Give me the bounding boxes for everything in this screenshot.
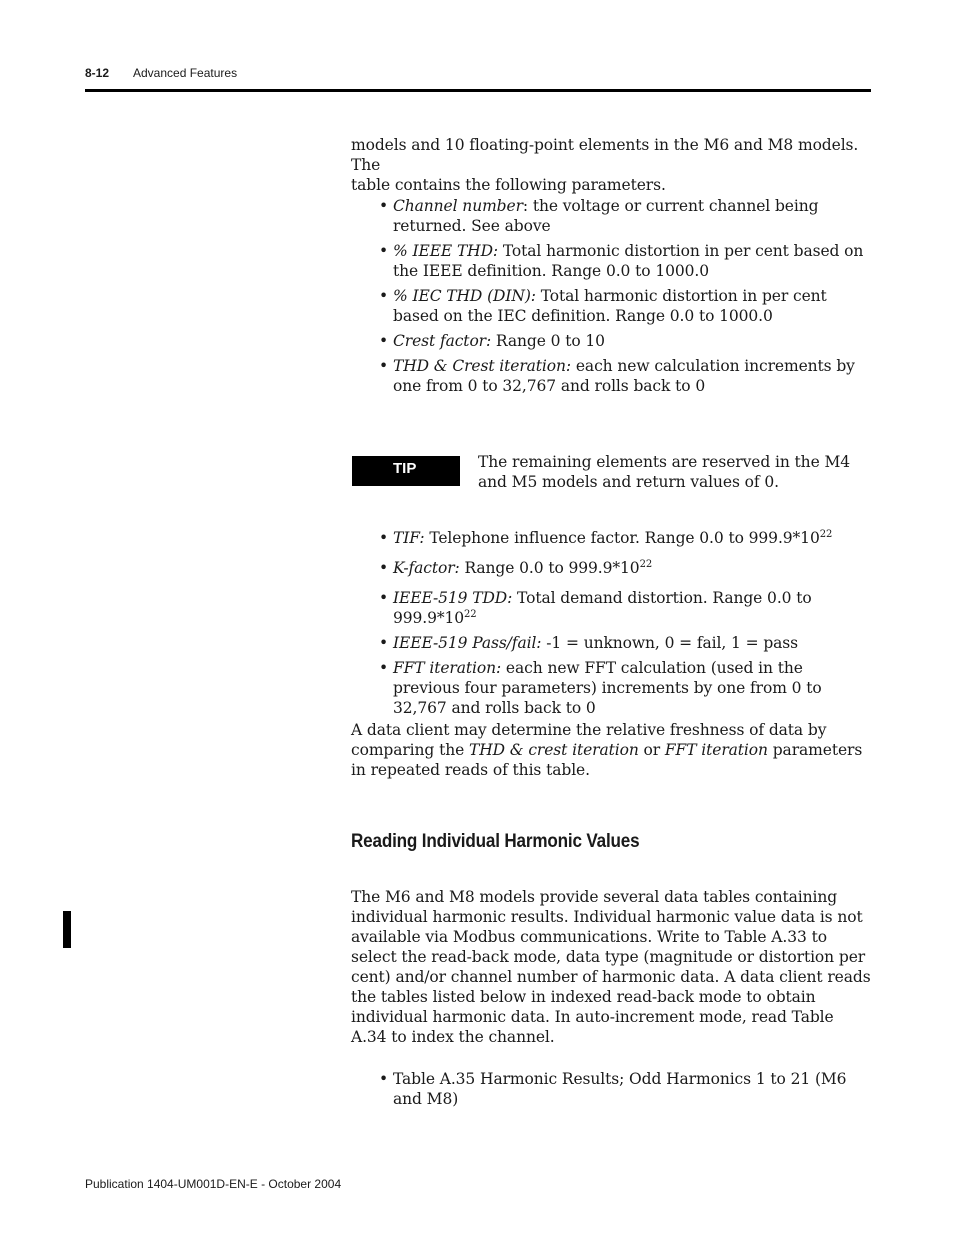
exponent: 22 — [464, 608, 477, 620]
list-item: • Table A.35 Harmonic Results; Odd Harmonics 1 to 21 (M6 and M8) — [379, 1069, 871, 1109]
param-term: % IEEE THD: — [393, 242, 499, 260]
intro-line-2: table contains the following parameters. — [351, 176, 666, 194]
reserved-parameter-list — [379, 528, 871, 723]
param-desc: each new calculation increments by one from 0 to 32,767 and rolls back to 0 — [393, 357, 855, 395]
param-term: % IEC THD (DIN): — [393, 287, 536, 305]
param-desc: -1 = unknown, 0 = fail, 1 = pass — [541, 634, 799, 652]
intro-line-1: models and 10 floating-point elements in the M6 and M8 models. The — [351, 136, 859, 174]
param-term: FFT iteration: — [393, 659, 502, 677]
param-term: TIF: — [393, 529, 425, 547]
param-desc: Total harmonic distortion in per cent based on the IEC definition. Range 0.0 to 1000.0 — [393, 287, 827, 325]
param-term: Crest factor: — [393, 332, 492, 350]
list-item — [379, 331, 871, 351]
change-bar — [63, 911, 71, 948]
parameter-list — [379, 196, 871, 401]
list-item — [379, 633, 871, 653]
text-run: or — [638, 741, 665, 759]
header-rule — [85, 89, 871, 92]
list-item — [379, 528, 871, 548]
tip-text: The remaining elements are reserved in the M4 and M5 models and return values of 0. — [478, 453, 850, 491]
param-desc: Total harmonic distortion in per cent based on the IEEE definition. Range 0.0 to 1000.0 — [393, 242, 864, 280]
text-run: parameters in repeated reads of this table. — [351, 741, 863, 779]
param-term: IEEE-519 Pass/fail: — [393, 634, 542, 652]
section-heading: Reading Individual Harmonic Values — [351, 831, 640, 852]
param-term: Channel number — [393, 197, 523, 215]
exponent: 22 — [639, 558, 653, 570]
text-run: A data client may determine the relative freshness of data by comparing the — [351, 721, 827, 759]
param-desc: Telephone influence factor. Range 0.0 to 999.9*10 — [424, 529, 820, 547]
list-item — [379, 196, 871, 236]
freshness-paragraph — [351, 720, 871, 780]
publication-footer: Publication 1404-UM001D-EN-E - October 2004 — [85, 1177, 342, 1191]
list-item — [379, 286, 871, 326]
list-item — [379, 241, 871, 281]
page-number: 8-12 — [85, 66, 110, 80]
list-item — [379, 658, 871, 718]
list-item — [379, 558, 871, 578]
param-desc: each new FFT calculation (used in the previous four parameters) increments by one from 0 to 32,767 and rolls back to 0 — [393, 659, 822, 717]
param-desc: Range 0.0 to 999.9*10 — [459, 559, 640, 577]
table-list — [379, 1069, 871, 1114]
tip-label: TIP — [352, 456, 460, 486]
running-header-title: Advanced Features — [133, 66, 238, 80]
inline-term: FFT iteration — [664, 741, 768, 759]
inline-term: THD & crest iteration — [468, 741, 639, 759]
param-desc: Range 0 to 10 — [491, 332, 605, 350]
list-item — [379, 588, 871, 628]
exponent: 22 — [819, 528, 833, 540]
param-term: IEEE-519 TDD: — [393, 589, 513, 607]
param-desc: : the voltage or current channel being returned. See above — [393, 197, 819, 235]
param-desc: Total demand distortion. Range 0.0 to 999.9*10 — [393, 589, 812, 627]
intro-paragraph — [351, 135, 871, 195]
param-term: K-factor: — [393, 559, 460, 577]
harmonic-paragraph: The M6 and M8 models provide several data tables containing individual harmonic results. Individual harmonic value data is not available via Modbus communications. Write to Table A.33 to select the read-back mode, data type (magnitude or distortion per cent) and/or channel number of harmonic data. A data client reads the tables listed below in indexed read-back mode to obtain individual harmonic data. In auto-increment mode, read Table A.34 to index the channel. — [351, 888, 871, 1046]
list-item — [379, 356, 871, 396]
param-term: THD & Crest iteration: — [393, 357, 572, 375]
